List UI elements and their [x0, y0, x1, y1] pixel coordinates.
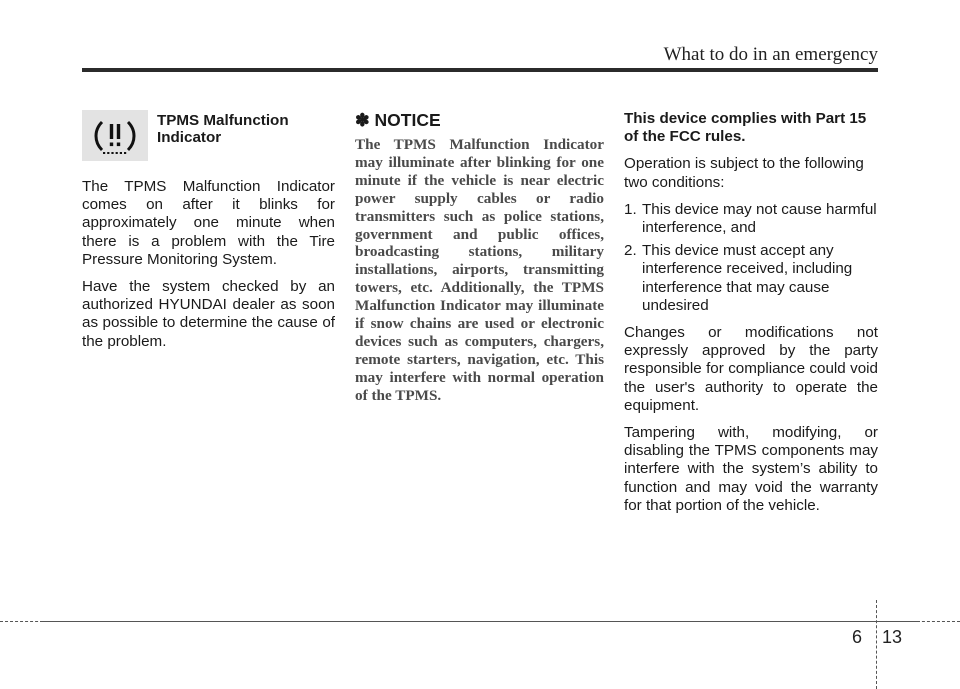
list-item: [624, 201, 878, 237]
item-text: This device must accept any interference received, including interference that may cause undesired: [642, 242, 853, 314]
item-number: 1.: [624, 200, 637, 218]
indicator-description: The TPMS Malfunction Indicator comes on after it blinks for approximately one minute when there is a problem with the Tire Pressure Monitoring System.: [82, 178, 335, 268]
conditions-list: [624, 201, 878, 315]
footer-divider: [876, 600, 877, 689]
tpms-warning-icon: [82, 110, 148, 161]
indicator-row: [82, 110, 335, 170]
changes-warning: Changes or modifications not expressly approved by the party responsible for compliance could void the user's authority to operate the equipment.: [624, 324, 878, 414]
header-title: What to do in an emergency: [663, 44, 878, 65]
item-text: This device may not cause harmful interference, and: [642, 200, 877, 237]
left-column: [82, 110, 335, 360]
dealer-advice: Have the system checked by an authorized HYUNDAI dealer as soon as possible to determine the cause of the problem.: [82, 278, 335, 350]
footer-rule: [40, 621, 920, 622]
notice-heading: ✽ NOTICE: [355, 110, 441, 130]
chapter-number: 6: [852, 627, 863, 647]
page-number: 13: [882, 627, 903, 647]
right-column: [624, 110, 878, 524]
notice-column: [355, 110, 604, 405]
list-item: [624, 242, 878, 315]
item-number: 2.: [624, 242, 637, 260]
indicator-title: TPMS Malfunction Indicator: [157, 112, 289, 146]
notice-body: The TPMS Malfunction Indicator may illuminate after blinking for one minute if the vehicle is near electric power supply cables or radio transmitters such as police stations, government and public offices, broadcasting stations, military installations, airports, transmitting towers, etc. Additionally, the TPMS Malfunction Indicator may illuminate if snow chains are used or electronic devices such as computers, chargers, remote starters, navigation, etc. This may interfere with normal operation of the TPMS.: [355, 136, 604, 404]
operation-intro: Operation is subject to the following two conditions:: [624, 155, 864, 191]
fcc-compliance: This device complies with Part 15 of the FCC rules.: [624, 110, 867, 146]
tampering-warning: Tampering with, modifying, or disabling the TPMS components may interfere with the system’s ability to function and may void the warranty for that portion of the vehicle.: [624, 424, 878, 514]
header-rule: [82, 68, 878, 72]
